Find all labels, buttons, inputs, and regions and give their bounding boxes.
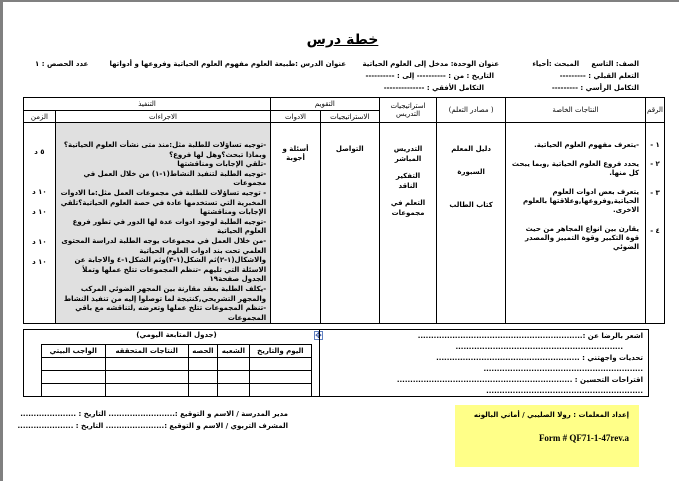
lesson-title: عنوان الدرس :طبيعة العلوم مفهوم العلوم الحياتية وفروعها و أدواتها bbox=[109, 60, 346, 68]
outcomes-cell: -يتعرف مفهوم العلوم الحياتية. يحدد فروع العلوم الحياتية ,وبما يبحث كل منها. يتعرف بعض ادوات العلوم الحياتية,وفروعها,وعلاقتها بالعلوم الاخرى. يقارن بين انواع المجاهر من حيث قوة التكبير وقوة التمييز والمصدر الضوئي bbox=[505, 123, 645, 324]
date-range: التاريخ : من : ---------- إلى : ---------- bbox=[365, 72, 494, 80]
col-homework: الواجب البيتي bbox=[42, 345, 106, 358]
grade: الصف: التاسع المبحث :أحياء bbox=[532, 60, 639, 68]
execution-header: التنفيذ bbox=[24, 98, 271, 111]
tools-cell: أسئلة و أجوبة bbox=[271, 123, 321, 324]
followup-table bbox=[41, 344, 312, 397]
teaching-strategies-cell: التدريس المباشر التفكير الناقد التعلم في مجموعات bbox=[379, 123, 437, 324]
page-title: خطة درس bbox=[306, 32, 379, 48]
eval-strategies-header: الاستراتيجيات bbox=[320, 111, 379, 123]
reflection-notes bbox=[319, 329, 649, 397]
followup-cell[interactable] bbox=[249, 358, 311, 371]
time-cell: ٥ د ١٠ د ١٠ د ١٠ د ١٠ د bbox=[24, 123, 56, 324]
prepared-by: إعداد المعلمات : رولا الصليبي / أماني البالونه bbox=[473, 411, 629, 419]
sources-cell: دليل المعلم السبورة كتاب الطالب bbox=[437, 123, 505, 324]
dots-line: ............................................................ bbox=[483, 365, 643, 373]
sources-header: ( مصادر التعلم) bbox=[437, 98, 505, 123]
supervisor-signature: المشرف التربوي / الاسم و التوقيع :...................... التاريخ : ..................... bbox=[17, 422, 288, 430]
col-outcomes: النتاجات المتحققه bbox=[105, 345, 188, 358]
horizontal-integration: التكامل الأفقي : -------------- bbox=[383, 84, 484, 92]
followup-title: (جدول المتابعة اليومي) bbox=[136, 331, 217, 339]
dots-line: ............................................................... bbox=[455, 343, 623, 351]
followup-cell[interactable] bbox=[217, 384, 249, 397]
outcome-numbers: ١ - ٢ - ٣ - ٤ - bbox=[646, 123, 665, 324]
procedures-cell: -توجيه تساؤلات للطلبة مثل:منذ متى نشأت العلوم الحياتية؟وبماذا تبحث؟وهل لها فروع؟ -تلقي الإجابات ومناقشتها -توجيه الطلبة لتنفيذ النشاط(١-١) من خلال العمل في مجموعات - توجيه تساؤلات للطلبة في مجموعات العمل مثل:ما الادوات المخبرية التي تستخدمها عادة في حصة العلوم الحياتية؟تلقي الإجابات ومناقشتها -توجيه الطلبة لوجود ادوات عدة لها الدور في تطور فروع العلوم الحياتية -من خلال العمل في مجموعات يوجه الطلبة لدراسة المحتوى العلمي تحت بند ادوات العلوم الحياتية والاشكال(١-٢)ثم الشكل(١-٣)وثم الشكل١-٤ والاجابة عن الاسئلة التي تليهم -تنظم المجموعات تتلخ عملها وتملأ الجدول صفحة١٩ -يكلف الطلبة بعقد مقارنة بين المجهر الضوئي المركب والمجهر التشريحي,كنتيجة لما توصلوا إليه من تنفيذ النشاط -تنظم المجموعات تتلخ عملها وتعرضه ,لتناقشه مع باقي المجموعات bbox=[55, 123, 270, 324]
eval-strategies-cell: التواصل bbox=[320, 123, 379, 324]
satisfied-line: اشعر بالرضا عن :.............................................................. bbox=[417, 332, 643, 340]
followup-cell[interactable] bbox=[42, 384, 106, 397]
outcomes-header: النتاجات الخاصة bbox=[505, 98, 645, 123]
followup-cell[interactable] bbox=[188, 371, 217, 384]
followup-cell[interactable] bbox=[42, 358, 106, 371]
vertical-integration: التكامل الرأسي : --------- bbox=[551, 84, 639, 92]
followup-cell[interactable] bbox=[188, 384, 217, 397]
challenges-line: تحديات واجهتني : ...................................................... bbox=[436, 354, 643, 362]
prior-learning: التعلم القبلي : --------- bbox=[559, 72, 639, 80]
followup-cell[interactable] bbox=[217, 358, 249, 371]
col-period: الحصه bbox=[188, 345, 217, 358]
followup-cell[interactable] bbox=[105, 358, 188, 371]
unit-title: عنوان الوحدة: مدخل إلى العلوم الحياتية bbox=[362, 60, 499, 68]
table-move-handle-icon[interactable]: ✥ bbox=[315, 331, 322, 340]
principal-signature: مدير المدرسة / الاسم و التوقيع :......................... التاريخ : ..................... bbox=[20, 410, 288, 418]
followup-cell[interactable] bbox=[42, 371, 106, 384]
followup-cell[interactable] bbox=[249, 371, 311, 384]
tools-header: الادوات bbox=[271, 111, 321, 123]
evaluation-header: التقويم bbox=[271, 98, 379, 111]
dots-line: ........................................................... bbox=[486, 387, 643, 395]
col-day-date: اليوم والتاريخ bbox=[249, 345, 311, 358]
teaching-strategies-header: استراتيجيات التدريس bbox=[379, 98, 437, 123]
followup-cell[interactable] bbox=[188, 358, 217, 371]
followup-cell[interactable] bbox=[105, 384, 188, 397]
periods-count: عدد الحصص : ١ bbox=[35, 60, 89, 68]
followup-cell[interactable] bbox=[217, 371, 249, 384]
lesson-plan-table bbox=[23, 97, 665, 324]
time-header: الزمن bbox=[24, 111, 56, 123]
procedures-header: الاجراءات bbox=[55, 111, 270, 123]
suggestions-line: اقتراحات التحسين : .................................................................. bbox=[396, 376, 643, 384]
form-number: Form # QF71-1-47rev.a bbox=[538, 433, 629, 443]
prepared-by-box bbox=[455, 405, 639, 467]
col-section: الشعبه bbox=[217, 345, 249, 358]
followup-cell[interactable] bbox=[249, 384, 311, 397]
number-header: الرقم bbox=[646, 98, 665, 123]
followup-cell[interactable] bbox=[105, 371, 188, 384]
